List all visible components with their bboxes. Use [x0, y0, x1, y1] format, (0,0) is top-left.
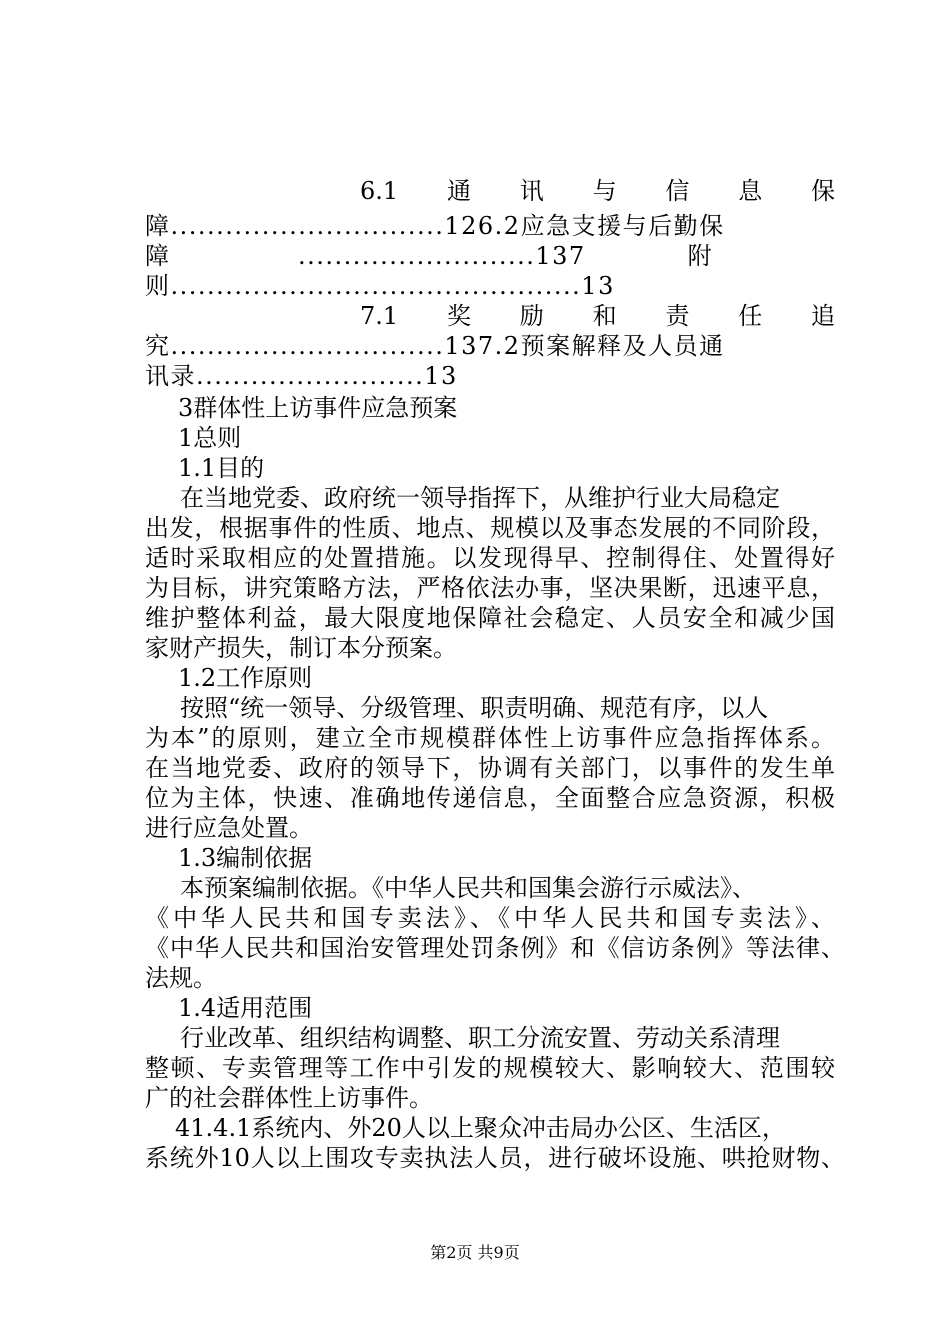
paragraph-line: 家财产损失，制订本分预案。	[145, 634, 457, 662]
paragraph-line: 为本”的原则，建立全市规模群体性上访事件应急指挥体系。	[145, 724, 835, 752]
document-title: 3群体性上访事件应急预案	[178, 394, 458, 422]
toc-line: 障..............................126.2应急支援与后勤保	[145, 212, 725, 240]
toc-line: 究..............................137.2预案解释及人员通	[145, 332, 725, 360]
paragraph-line: 进行应急处置。	[145, 814, 313, 842]
toc-line: 讯录.........................13	[145, 362, 458, 390]
toc-line: 则.............................................13	[145, 272, 615, 300]
paragraph-line: 为目标，讲究策略方法，严格依法办事，坚决果断，迅速平息，	[145, 574, 835, 602]
paragraph-line: 位为主体，快速、准确地传递信息，全面整合应急资源，积极	[145, 784, 835, 812]
toc-line: 6.1 通 讯 与 信 息 保	[360, 177, 835, 205]
toc-line: 障 ..........................137 附	[145, 242, 714, 270]
section-heading: 1.3编制依据	[178, 844, 313, 872]
page-footer: 第2页 共9页	[430, 1243, 520, 1262]
paragraph-line: 《中华人民共和国专卖法》、《中华人民共和国专卖法》、	[145, 904, 835, 932]
paragraph-line: 维护整体利益，最大限度地保障社会稳定、人员安全和减少国	[145, 604, 835, 632]
section-heading: 1总则	[178, 424, 242, 452]
paragraph-line: 法规。	[145, 964, 217, 992]
section-heading: 1.4适用范围	[178, 994, 313, 1022]
paragraph-line: 在当地党委、政府统一领导指挥下，从维护行业大局稳定	[180, 484, 780, 512]
paragraph-line: 本预案编制依据。《中华人民共和国集会游行示威法》、	[180, 874, 756, 902]
paragraph-line: 在当地党委、政府的领导下，协调有关部门，以事件的发生单	[145, 754, 835, 782]
paragraph-line: 系统外10人以上围攻专卖执法人员，进行破坏设施、哄抢财物、	[145, 1144, 845, 1172]
paragraph-line: 《中华人民共和国治安管理处罚条例》和《信访条例》等法律、	[145, 934, 845, 962]
toc-line: 7.1 奖 励 和 责 任 追	[360, 302, 835, 330]
paragraph-line: 41.4.1系统内、外20人以上聚众冲击局办公区、生活区，	[175, 1114, 786, 1142]
section-heading: 1.2工作原则	[178, 664, 313, 692]
paragraph-line: 出发，根据事件的性质、地点、规模以及事态发展的不同阶段，	[145, 514, 835, 542]
paragraph-line: 行业改革、组织结构调整、职工分流安置、劳动关系清理	[180, 1024, 780, 1052]
paragraph-line: 适时采取相应的处置措施。以发现得早、控制得住、处置得好	[145, 544, 835, 572]
paragraph-line: 按照“统一领导、分级管理、职责明确、规范有序，以人	[180, 694, 769, 722]
paragraph-line: 整顿、专卖管理等工作中引发的规模较大、影响较大、范围较	[145, 1054, 835, 1082]
section-heading: 1.1目的	[178, 454, 265, 482]
paragraph-line: 广的社会群体性上访事件。	[145, 1084, 433, 1112]
